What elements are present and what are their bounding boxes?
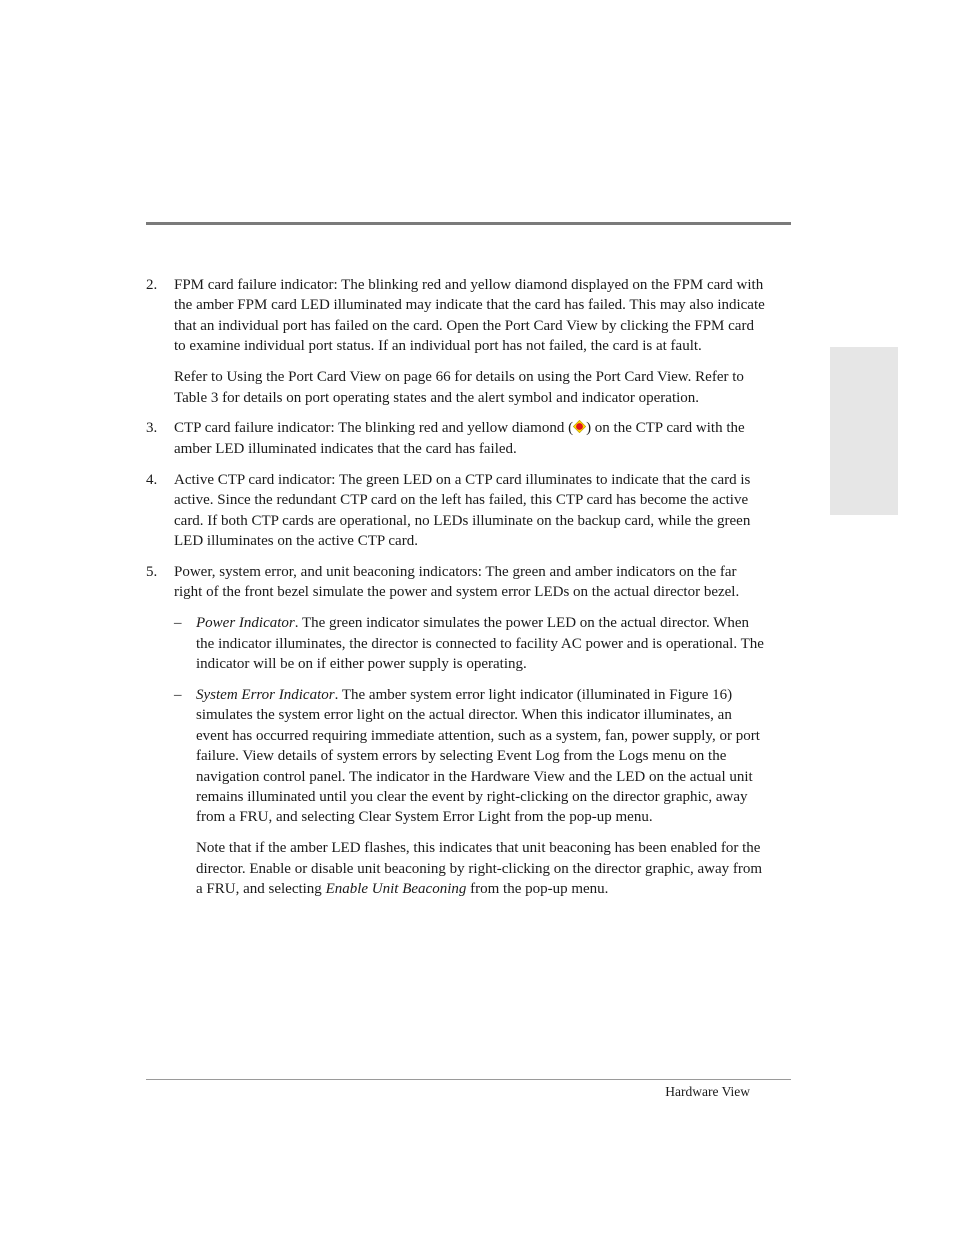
unit-beaconing-note (146, 838, 766, 899)
item-number: 3. (146, 420, 158, 437)
subitem-term: System Error Indicator (196, 686, 335, 703)
subitem-term: Power Indicator (196, 615, 295, 632)
footer-section-title: Hardware View (665, 1084, 750, 1099)
item-number: 4. (146, 471, 158, 488)
active-ctp-card-text: Active CTP card indicator: The green LED on a CTP card illuminates to indicate that the card is active. Since the redundant CTP card on the left has failed, this CTP card has become the active card. If both CTP cards are operational, no LEDs illuminate on the backup card, while the green LED illuminates on the active CTP card. (174, 471, 751, 549)
note-italic-term: Enable Unit Beaconing (325, 881, 467, 898)
item-number: 2. (146, 277, 158, 293)
subitem-system-error-indicator (146, 685, 766, 828)
subitem-text: . The green indicator simulates the power LED on the actual director. When the indicator illuminates, the director is connected to facility AC power and is operational. The indicator will be on if either power supply is operating. (196, 615, 764, 672)
footer-rule (146, 1079, 791, 1080)
dash-bullet: – (174, 615, 182, 632)
subitem-text: . The amber system error light indicator (illuminated in Figure 16) simulates the system error light on the actual director. When this indicator illuminates, an event has occurred requiring immediate attention, such as a system, fan, power supply, or port failure. View details of system errors by selecting Event Log from the Logs menu on the navigation control panel. The indicator in the Hardware View and the LED on the actual unit remains illuminated until you clear the event by right-clicking on the director graphic, away from a FRU, and selecting Clear System Error Light from the pop-up menu. (196, 686, 760, 826)
power-system-beaconing-text: Power, system error, and unit beaconing indicators: The green and amber indicators on the far right of the front bezel simulate the power and system error LEDs on the actual director bezel. (174, 563, 740, 601)
chapter-side-tab (830, 347, 898, 515)
list-item-3 (146, 418, 766, 459)
fpm-card-failure-paragraph: FPM card failure indicator: The blinking red and yellow diamond displayed on the FPM card with the amber FPM card LED illuminated may indicate that the card has failed. This may also indicate that an individual port has failed on the card. Open the Port Card View by clicking the FPM card to examine individual port status. If an individual port has not failed, the card is at fault. (174, 277, 765, 355)
dash-bullet: – (174, 686, 182, 703)
page-body (146, 275, 766, 899)
list-item-5 (146, 562, 766, 603)
note-text-start: Note that if the amber LED flashes, this indicates that unit beaconing has been enabled for the director. Enable or disable unit beaconing by right-clicking on the director graphic, away from a FRU, and selecting (196, 840, 763, 898)
ctp-failure-text-start: CTP card failure indicator: The blinking red and yellow diamond ( (174, 420, 574, 437)
red-yellow-diamond-icon (573, 420, 586, 433)
note-text-end: from the pop-up menu. (466, 881, 609, 898)
list-item-4 (146, 470, 766, 552)
port-card-view-reference-paragraph: Refer to Using the Port Card View on page 66 for details on using the Port Card View. Refer to Table 3 for details on port operating states and the alert symbol and indicator operation. (174, 369, 744, 406)
subitem-power-indicator (146, 613, 766, 674)
list-item-2 (146, 275, 766, 408)
header-rule (146, 222, 791, 225)
item-number: 5. (146, 563, 158, 580)
ctp-failure-text-end: ) on the CTP card with the amber LED illuminated indicates that the card has failed. (174, 420, 745, 457)
